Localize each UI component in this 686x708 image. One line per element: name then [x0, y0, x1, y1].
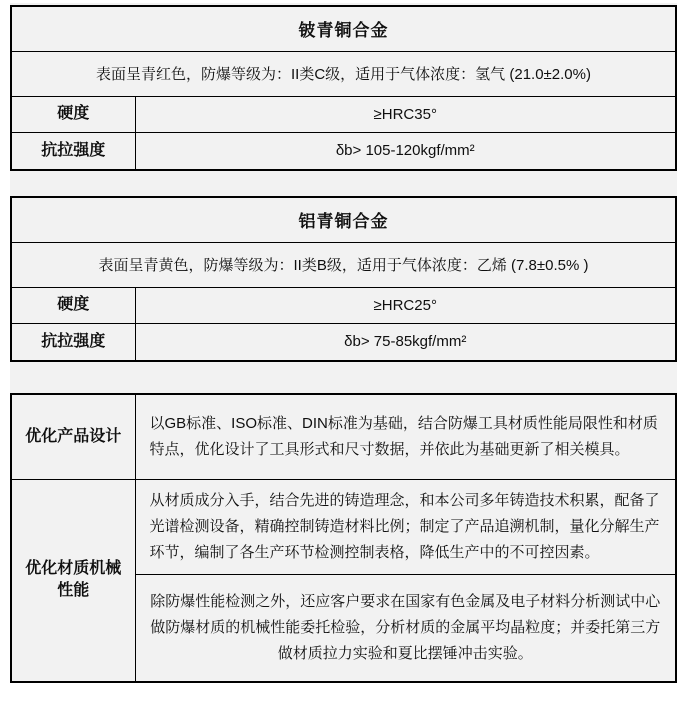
hardness-value: ≥HRC25°: [135, 287, 676, 323]
alloy-description: 表面呈青红色，防爆等级为：II类C级，适用于气体浓度：氢气 (21.0±2.0%): [11, 51, 676, 96]
table-title: 铝青铜合金: [11, 197, 676, 242]
tensile-strength-label: 抗拉强度: [11, 323, 135, 361]
product-design-text: 以GB标准、ISO标准、DIN标准为基础，结合防爆工具材质性能局限性和材质特点，优化设计了工具形式和尺寸数据，并依此为基础更新了相关模具。: [135, 394, 676, 479]
hardness-label: 硬度: [11, 96, 135, 132]
hardness-value: ≥HRC35°: [135, 96, 676, 132]
casting-control-text: 从材质成分入手，结合先进的铸造理念，和本公司多年铸造技术积累，配备了光谱检测设备，精确控制铸造材料比例；制定了产品追溯机制，量化分解生产环节，编制了各生产环节检测控制表格，降低生产中的不可控因素。: [135, 479, 676, 574]
hardness-label: 硬度: [11, 287, 135, 323]
tensile-strength-value: δb> 105-120kgf/mm²: [135, 132, 676, 170]
tensile-strength-label: 抗拉强度: [11, 132, 135, 170]
aluminum-bronze-table: [10, 196, 677, 362]
table-title: 铍青铜合金: [11, 6, 676, 51]
material-performance-label: 优化材质机械性能: [11, 479, 135, 682]
beryllium-bronze-table: [10, 5, 677, 171]
product-design-label: 优化产品设计: [11, 394, 135, 479]
third-party-testing-text: 除防爆性能检测之外，还应客户要求在国家有色金属及电子材料分析测试中心做防爆材质的机械性能委托检验，分析材质的金属平均晶粒度；并委托第三方做材质拉力实验和夏比摆锤冲击实验。: [135, 574, 676, 682]
optimization-table: [10, 393, 677, 683]
alloy-description: 表面呈青黄色，防爆等级为：II类B级，适用于气体浓度：乙烯 (7.8±0.5% ): [11, 242, 676, 287]
tensile-strength-value: δb> 75-85kgf/mm²: [135, 323, 676, 361]
content-panel: [10, 3, 677, 683]
